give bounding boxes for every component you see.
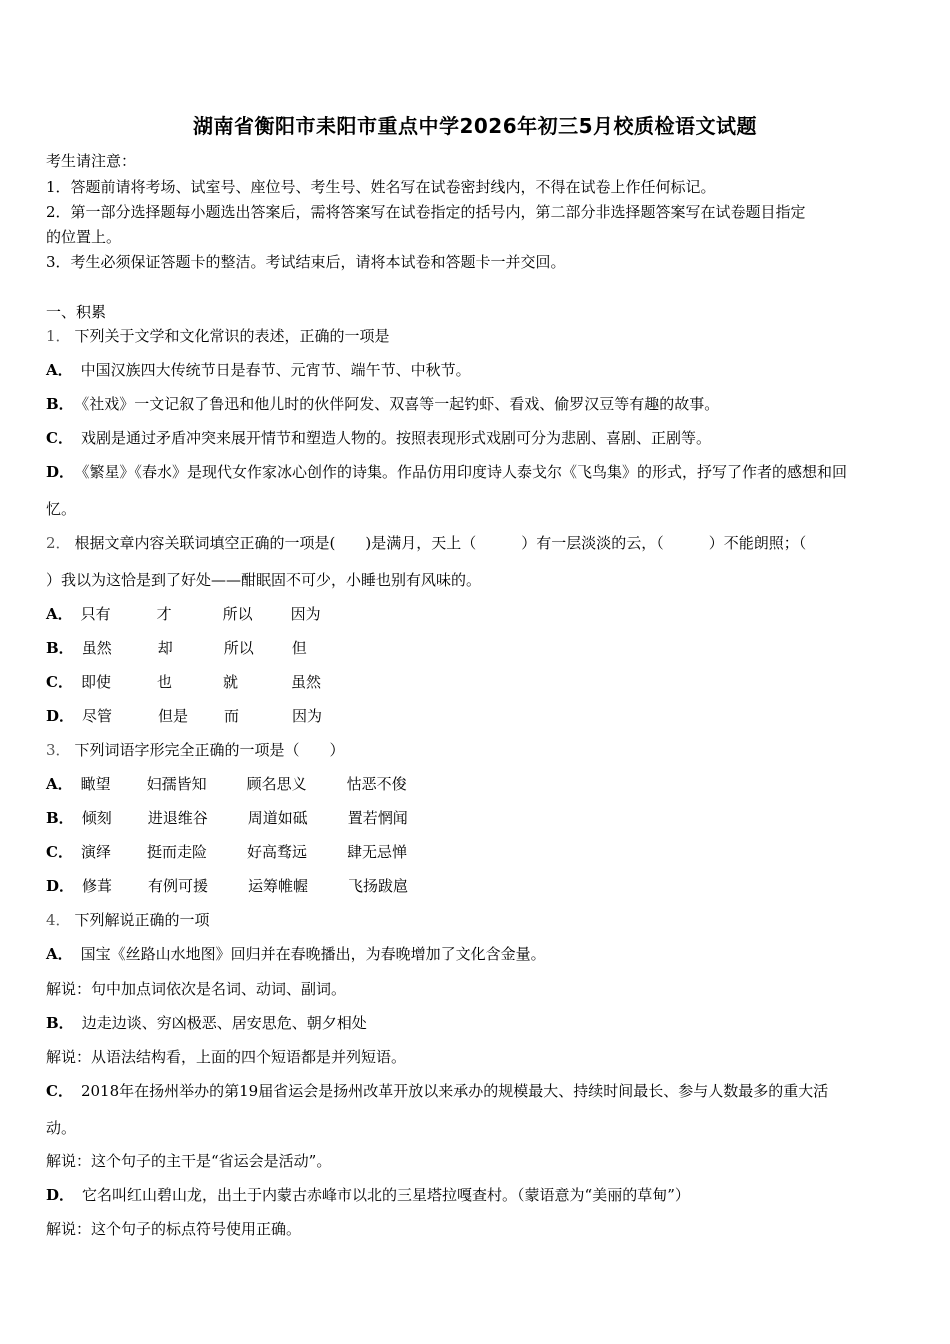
q4-explanation-a: 解说：句中加点词依次是名词、动词、副词。 [46, 980, 347, 998]
option-word: 所以 [222, 605, 253, 623]
question-3-stem [46, 740, 345, 760]
option-word: 只有 [80, 605, 111, 623]
option-word: 而 [224, 707, 240, 725]
q2-option-d [46, 706, 322, 726]
option-word: 即使 [80, 673, 111, 691]
q2-option-a [46, 604, 321, 624]
option-label: D． [46, 463, 75, 481]
q4-explanation-d: 解说：这个句子的标点符号使用正确。 [46, 1220, 302, 1238]
option-word: 妇孺皆知 [146, 775, 207, 793]
option-word: 演绎 [80, 843, 111, 861]
option-label: C． [46, 1082, 73, 1100]
question-number: 3． [46, 741, 71, 759]
option-word: 运筹帷幄 [248, 877, 309, 895]
q1-option-b [46, 394, 719, 414]
question-text: 下列解说正确的一项 [74, 911, 210, 929]
notice-item: 的位置上。 [46, 228, 122, 246]
page-title: 湖南省衡阳市耒阳市重点中学2026年初三5月校质检语文试题 [192, 114, 758, 138]
option-text: 国宝《丝路山水地图》回归并在春晚播出，为春晚增加了文化含金量。 [80, 945, 546, 963]
option-label: C． [46, 429, 73, 447]
option-text: 《社戏》一文记叙了鲁迅和他儿时的伙伴阿发、双喜等一起钓虾、看戏、偷罗汉豆等有趣的故事。 [81, 395, 720, 413]
option-word: 怙恶不俊 [346, 775, 407, 793]
option-word: 修葺 [82, 877, 113, 895]
q4-option-d [46, 1185, 690, 1205]
q4-option-a [46, 944, 546, 964]
option-word: 就 [222, 673, 238, 691]
option-word: 有例可援 [148, 877, 209, 895]
option-label: B． [46, 1014, 74, 1032]
q3-option-a [46, 774, 407, 794]
option-label: A． [46, 775, 73, 793]
option-label: D． [46, 1186, 75, 1204]
q1-option-d [46, 462, 847, 482]
question-2-stem [46, 533, 806, 553]
q2-option-b [46, 638, 307, 658]
option-word: 虽然 [81, 639, 112, 657]
option-word: 虽然 [290, 673, 321, 691]
option-word: 所以 [223, 639, 254, 657]
question-4-stem [46, 910, 210, 930]
option-word: 顾名思义 [246, 775, 307, 793]
q1-option-a [46, 360, 471, 380]
option-word: 周道如砥 [247, 809, 308, 827]
option-word: 飞扬跋扈 [348, 877, 409, 895]
option-label: C． [46, 673, 73, 691]
q1-option-d-cont: 忆。 [46, 500, 77, 518]
option-text: 《繁星》《春水》是现代女作家冰心创作的诗集。作品仿用印度诗人泰戈尔《飞鸟集》的形式，抒写了作者的感想和回 [82, 463, 848, 481]
q4-explanation-b: 解说：从语法结构看，上面的四个短语都是并列短语。 [46, 1048, 407, 1066]
option-label: B． [46, 639, 74, 657]
question-number: 2． [46, 534, 71, 552]
option-word: 也 [156, 673, 172, 691]
question-text: 下列关于文学和文化常识的表述，正确的一项是 [74, 327, 390, 345]
option-word: 因为 [290, 605, 321, 623]
notice-item: 2．第一部分选择题每小题选出答案后，需将答案写在试卷指定的括号内，第二部分非选择题答案写在试卷题目指定 [46, 203, 806, 221]
q4-option-b [46, 1013, 367, 1033]
option-label: B． [46, 395, 74, 413]
option-word: 瞰望 [80, 775, 111, 793]
question-text: 根据文章内容关联词填空正确的一项是( )是满月，天上（ ）有一层淡淡的云，（ ）不能朗照；（ [74, 534, 807, 552]
option-label: C． [46, 843, 73, 861]
option-label: A． [46, 605, 73, 623]
q3-option-b [46, 808, 408, 828]
question-1-stem [46, 326, 390, 346]
option-label: A． [46, 945, 73, 963]
option-word: 肆无忌惮 [346, 843, 407, 861]
question-number: 4． [46, 911, 71, 929]
option-label: D． [46, 707, 75, 725]
q3-option-d [46, 876, 408, 896]
option-word: 但是 [158, 707, 189, 725]
option-word: 好高骛远 [246, 843, 307, 861]
question-2-stem-cont: ）我以为这恰是到了好处——酣眠固不可少，小睡也别有风味的。 [46, 571, 482, 589]
q1-option-c [46, 428, 711, 448]
option-word: 进退维谷 [147, 809, 208, 827]
option-text: 边走边谈、穷凶极恶、居安思危、朝夕相处 [81, 1014, 367, 1032]
option-text: 戏剧是通过矛盾冲突来展开情节和塑造人物的。按照表现形式戏剧可分为悲剧、喜剧、正剧等。 [80, 429, 711, 447]
option-label: A． [46, 361, 73, 379]
q2-option-c [46, 672, 321, 692]
option-word: 但 [291, 639, 307, 657]
option-word: 因为 [292, 707, 323, 725]
q4-option-c-cont: 动。 [46, 1119, 77, 1137]
option-word: 置若惘闻 [347, 809, 408, 827]
option-word: 才 [156, 605, 172, 623]
option-word: 尽管 [82, 707, 113, 725]
option-text: 中国汉族四大传统节日是春节、元宵节、端午节、中秋节。 [80, 361, 471, 379]
option-label: B． [46, 809, 74, 827]
q4-option-c [46, 1081, 828, 1101]
option-text: 它名叫红山碧山龙，出土于内蒙古赤峰市以北的三星塔拉嘎查村。（蒙语意为“美丽的草甸”） [82, 1186, 690, 1204]
notice-heading: 考生请注意： [46, 152, 137, 170]
section-heading: 一、积累 [46, 303, 107, 321]
option-word: 挺而走险 [146, 843, 207, 861]
notice-item: 3．考生必须保证答题卡的整洁。考试结束后，请将本试卷和答题卡一并交回。 [46, 253, 566, 271]
q3-option-c [46, 842, 407, 862]
option-text: 2018年在扬州举办的第19届省运会是扬州改革开放以来承办的规模最大、持续时间最长、参与人数最多的重大活 [80, 1082, 829, 1100]
option-word: 倾刻 [81, 809, 112, 827]
question-number: 1． [46, 327, 71, 345]
question-text: 下列词语字形完全正确的一项是（ ） [74, 741, 345, 759]
notice-item: 1．答题前请将考场、试室号、座位号、考生号、姓名写在试卷密封线内，不得在试卷上作任何标记。 [46, 178, 716, 196]
option-label: D． [46, 877, 75, 895]
option-word: 却 [157, 639, 173, 657]
q4-explanation-c: 解说：这个句子的主干是“省运会是活动”。 [46, 1152, 332, 1170]
